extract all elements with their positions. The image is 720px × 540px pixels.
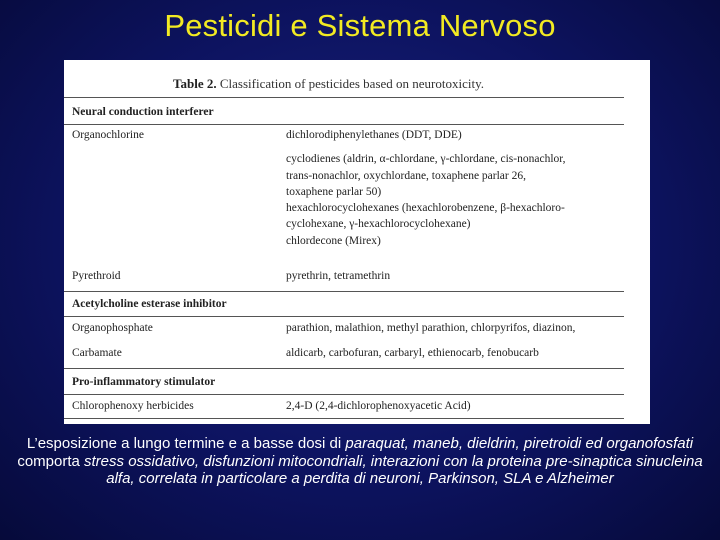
table-caption-label: Table 2. <box>173 76 217 91</box>
compound-line: toxaphene parlar 50) <box>286 185 382 198</box>
pesticide-class: Organophosphate <box>72 322 153 334</box>
table-rule <box>64 316 624 317</box>
compound-line: chlordecone (Mirex) <box>286 234 381 247</box>
slide-title: Pesticidi e Sistema Nervoso <box>164 8 556 43</box>
compound-line: dichlorodiphenylethanes (DDT, DDE) <box>286 129 462 141</box>
compound-line: parathion, malathion, methyl parathion, chlorpyrifos, diazinon, <box>286 322 576 334</box>
table-caption <box>173 76 484 92</box>
pesticide-compounds <box>286 127 626 249</box>
pesticide-class: Organochlorine <box>72 129 144 141</box>
footer-text-italic: stress ossidativo, disfunzioni mitocondriali, interazioni con la proteina pre-sinaptica sinucleina alfa, correlata in particolare a perdita di neuroni, Parkinson, SLA e Alzheimer <box>84 452 703 487</box>
section-heading: Acetylcholine esterase inhibitor <box>72 298 227 310</box>
section-heading: Pro-inflammatory stimulator <box>72 376 216 388</box>
compound-line: pyrethrin, tetramethrin <box>286 270 391 282</box>
pesticide-compounds <box>286 268 626 284</box>
table-rule <box>64 418 624 419</box>
pesticide-class: Chlorophenoxy herbicides <box>72 400 194 412</box>
table-rule <box>64 291 624 292</box>
slide-footer-text <box>6 435 714 488</box>
pesticide-class: Carbamate <box>72 347 122 359</box>
footer-text-plain: comporta <box>17 452 85 470</box>
table-rule <box>64 368 624 369</box>
compound-line: cyclohexane, γ-hexachlorocyclohexane) <box>286 218 471 231</box>
compound-line: 2,4-D (2,4-dichlorophenoxyacetic Acid) <box>286 400 471 412</box>
compound-line: cyclodienes (aldrin, α-chlordane, γ-chlordane, cis-nonachlor, <box>286 153 566 166</box>
compound-line: hexachlorocyclohexanes (hexachlorobenzene, β-hexachloro- <box>286 202 565 215</box>
table-caption-text: Classification of pesticides based on neurotoxicity. <box>219 76 484 91</box>
table-image <box>64 60 650 424</box>
pesticide-class: Pyrethroid <box>72 270 121 282</box>
pesticide-compounds <box>286 320 626 336</box>
compound-line: aldicarb, carbofuran, carbaryl, ethienocarb, fenobucarb <box>286 347 539 359</box>
compound-line: trans-nonachlor, oxychlordane, toxaphene parlar 26, <box>286 169 526 182</box>
section-heading: Neural conduction interferer <box>72 106 214 118</box>
footer-text-plain: L’esposizione a lungo termine e a basse dosi di <box>26 435 346 452</box>
table-rule <box>64 97 624 98</box>
compound-line <box>286 143 626 151</box>
footer-text-italic: paraquat, maneb, dieldrin, piretroidi ed organofosfati <box>345 435 694 452</box>
pesticide-compounds <box>286 345 626 361</box>
table-rule <box>64 394 624 395</box>
table-rule <box>64 124 624 125</box>
pesticide-compounds <box>286 398 626 414</box>
